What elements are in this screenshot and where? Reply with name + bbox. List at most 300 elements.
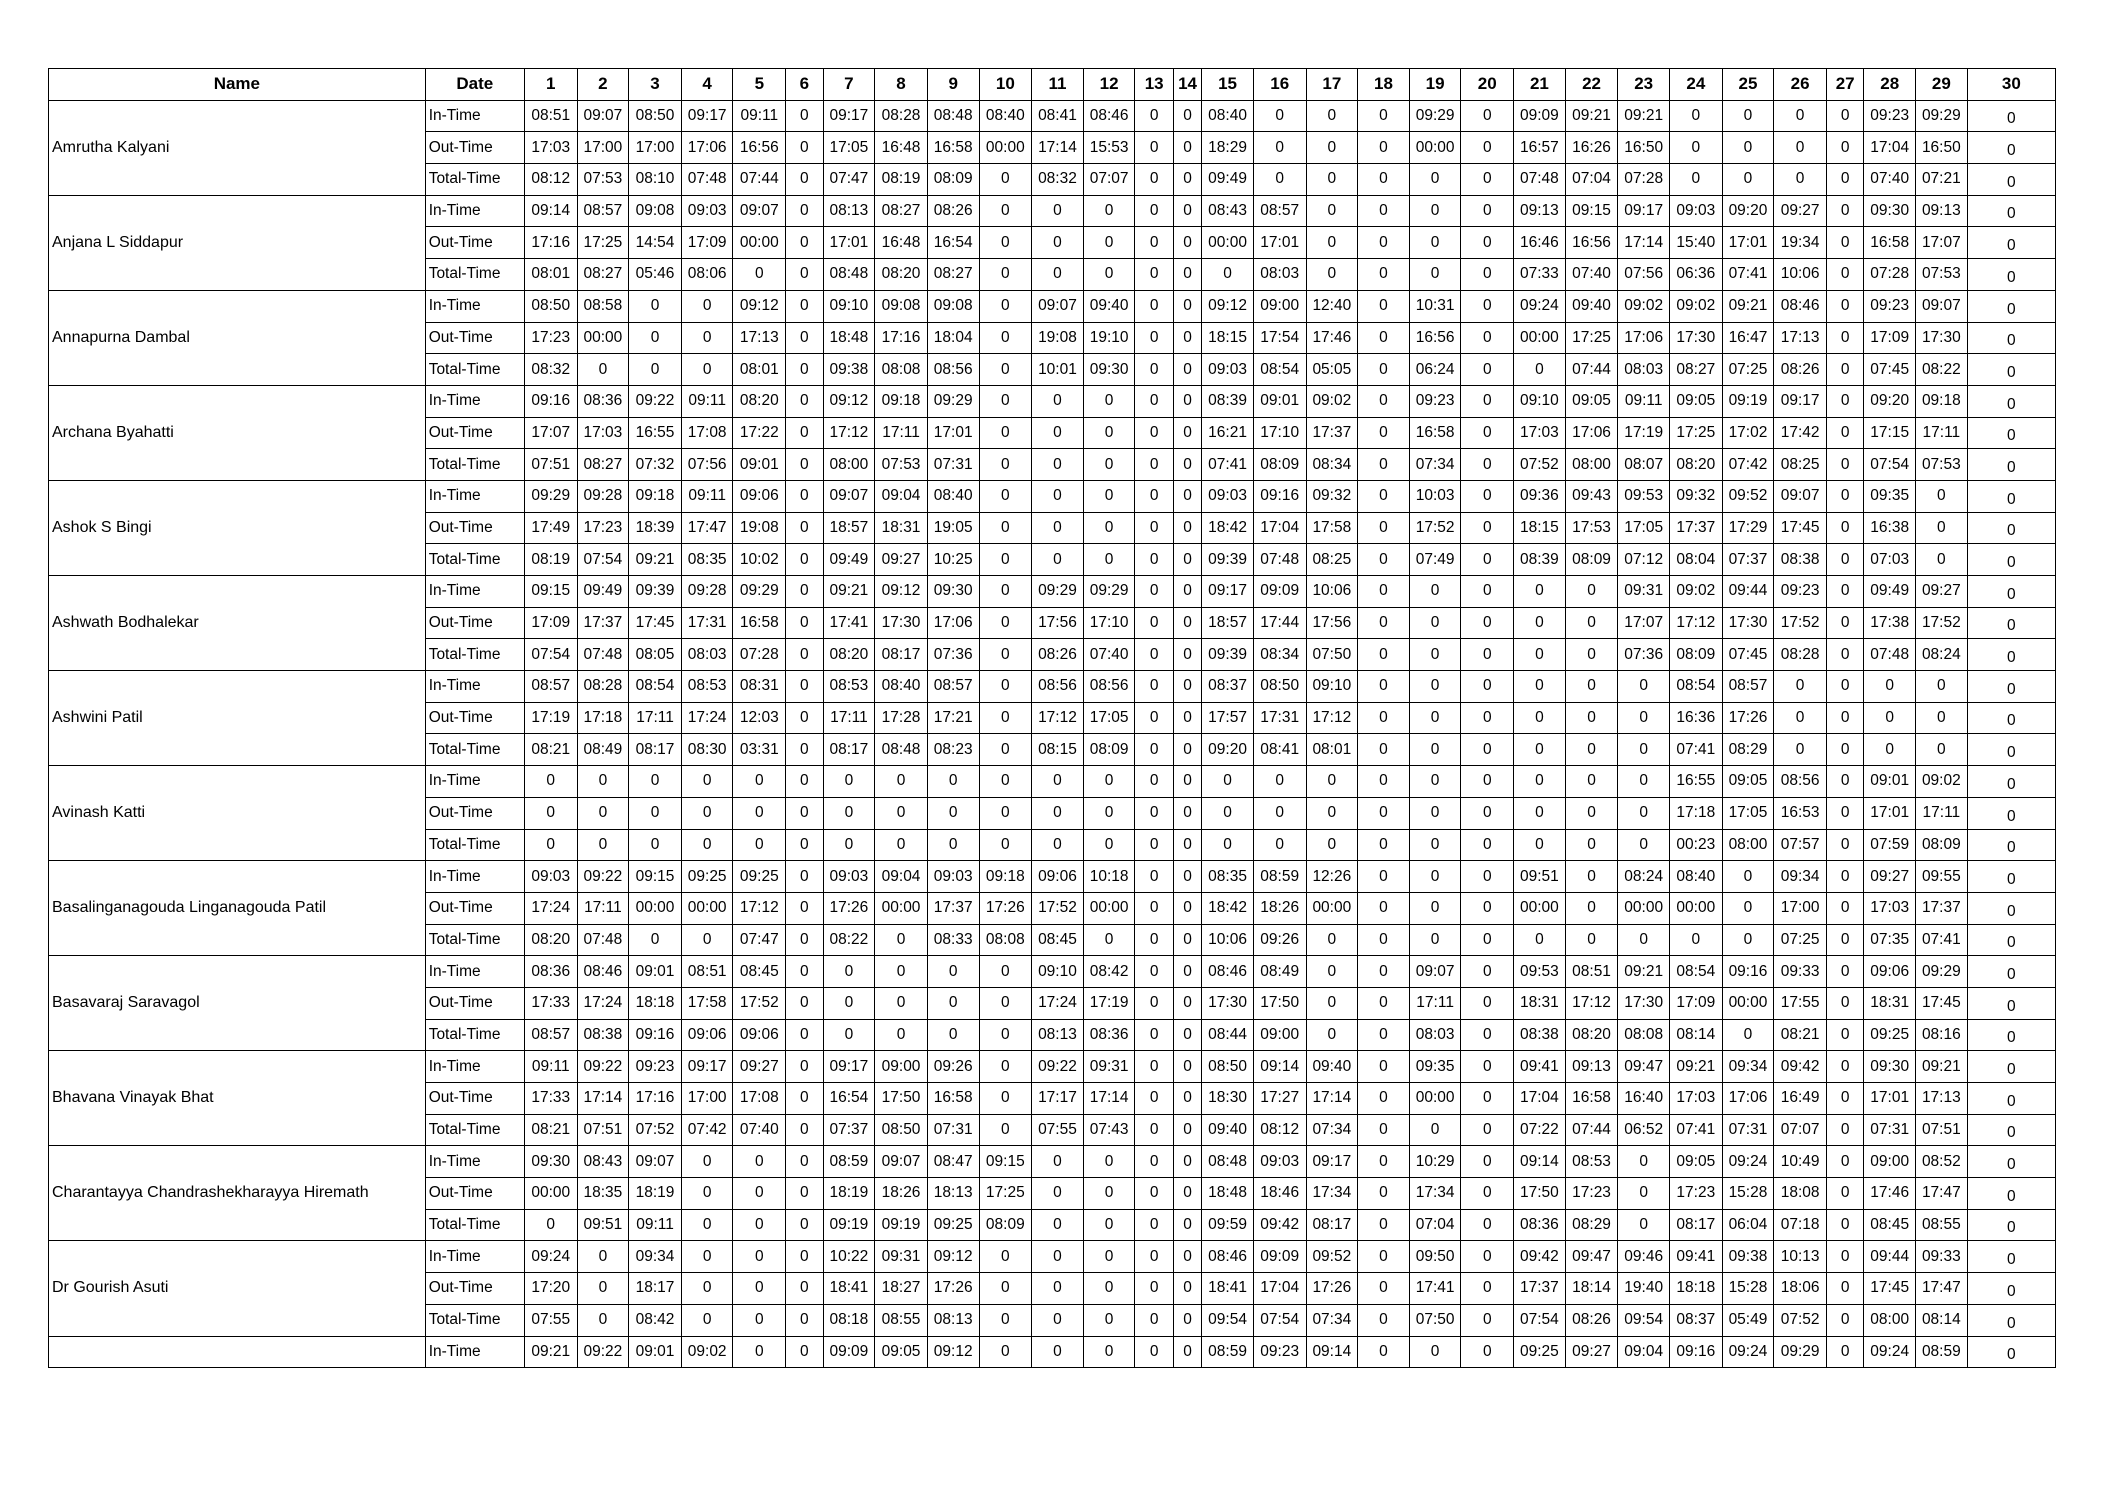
day-cell: 09:04 [875, 861, 928, 893]
day-cell: 09:10 [823, 290, 875, 322]
day-cell: 16:21 [1202, 417, 1254, 449]
day-cell: 17:09 [1864, 322, 1916, 354]
day-cell: 07:41 [1722, 259, 1774, 291]
day-cell: 0 [1358, 1273, 1410, 1305]
day-cell: 0 [1173, 195, 1201, 227]
day-cell: 0 [577, 1304, 629, 1336]
day-cell: 09:21 [524, 1336, 577, 1368]
day-cell: 0 [1083, 259, 1135, 291]
day-cell: 07:22 [1514, 1114, 1566, 1146]
header-day-1: 1 [524, 69, 577, 101]
day-cell: 0 [1826, 766, 1863, 798]
day-cell: 0 [1173, 892, 1201, 924]
day-cell: 0 [1967, 1273, 2055, 1305]
day-cell: 10:13 [1774, 1241, 1827, 1273]
day-cell: 0 [979, 1051, 1032, 1083]
day-cell: 0 [1083, 766, 1135, 798]
day-cell: 08:19 [524, 544, 577, 576]
day-cell: 07:31 [1864, 1114, 1916, 1146]
row-type-label: In-Time [425, 100, 524, 132]
day-cell: 08:59 [1202, 1336, 1254, 1368]
day-cell: 07:54 [524, 639, 577, 671]
day-cell: 08:03 [1253, 259, 1306, 291]
day-cell: 0 [1826, 956, 1863, 988]
day-cell: 0 [786, 1304, 823, 1336]
day-cell: 07:04 [1409, 1209, 1461, 1241]
row-type-label: In-Time [425, 385, 524, 417]
day-cell: 09:12 [875, 576, 928, 608]
day-cell: 17:53 [1565, 512, 1618, 544]
day-cell: 17:24 [1032, 987, 1084, 1019]
day-cell: 09:02 [1618, 290, 1670, 322]
day-cell: 09:27 [875, 544, 928, 576]
day-cell: 0 [1306, 924, 1358, 956]
header-day-21: 21 [1514, 69, 1566, 101]
header-day-23: 23 [1618, 69, 1670, 101]
day-cell: 0 [1826, 480, 1863, 512]
day-cell: 08:09 [1916, 829, 1968, 861]
day-cell: 17:12 [1306, 702, 1358, 734]
day-cell: 0 [1461, 544, 1514, 576]
day-cell: 0 [979, 449, 1032, 481]
day-cell: 17:26 [979, 892, 1032, 924]
day-cell: 0 [1173, 1241, 1201, 1273]
day-cell: 07:28 [1864, 259, 1916, 291]
day-cell: 10:06 [1306, 576, 1358, 608]
day-cell: 0 [1461, 354, 1514, 386]
day-cell: 08:58 [577, 290, 629, 322]
day-cell: 0 [1670, 100, 1723, 132]
day-cell: 0 [1967, 480, 2055, 512]
day-cell: 08:46 [1083, 100, 1135, 132]
day-cell: 17:03 [1864, 892, 1916, 924]
day-cell: 07:33 [1514, 259, 1566, 291]
day-cell: 07:54 [577, 544, 629, 576]
day-cell: 0 [1173, 1209, 1201, 1241]
day-cell: 0 [979, 1241, 1032, 1273]
day-cell: 0 [577, 1273, 629, 1305]
day-cell: 09:17 [681, 1051, 733, 1083]
day-cell: 08:56 [927, 354, 979, 386]
day-cell: 08:46 [1774, 290, 1827, 322]
day-cell: 0 [1173, 639, 1201, 671]
day-cell: 0 [1774, 702, 1827, 734]
day-cell: 0 [786, 956, 823, 988]
day-cell: 0 [1967, 449, 2055, 481]
day-cell: 09:42 [1253, 1209, 1306, 1241]
day-cell: 0 [927, 829, 979, 861]
day-cell: 0 [1173, 987, 1201, 1019]
day-cell: 09:46 [1618, 1241, 1670, 1273]
day-cell: 17:12 [1670, 607, 1723, 639]
day-cell: 18:30 [1202, 1083, 1254, 1115]
day-cell: 0 [1565, 639, 1618, 671]
day-cell: 0 [1173, 544, 1201, 576]
day-cell: 08:56 [1083, 671, 1135, 703]
day-cell: 0 [1826, 734, 1863, 766]
day-cell: 07:51 [1916, 1114, 1968, 1146]
day-cell: 0 [786, 1146, 823, 1178]
day-cell: 08:32 [1032, 164, 1084, 196]
day-cell: 09:40 [1306, 1051, 1358, 1083]
day-cell: 16:58 [1409, 417, 1461, 449]
day-cell: 0 [1722, 100, 1774, 132]
day-cell: 17:05 [823, 132, 875, 164]
day-cell: 09:35 [1409, 1051, 1461, 1083]
day-cell: 0 [786, 544, 823, 576]
day-cell: 0 [1461, 480, 1514, 512]
table-row [49, 766, 2056, 798]
employee-name: Bhavana Vinayak Bhat [49, 1051, 426, 1146]
day-cell: 15:28 [1722, 1273, 1774, 1305]
day-cell: 09:34 [1774, 861, 1827, 893]
day-cell: 19:10 [1083, 322, 1135, 354]
day-cell: 09:21 [629, 544, 682, 576]
row-type-label: Out-Time [425, 987, 524, 1019]
header-day-5: 5 [733, 69, 786, 101]
day-cell: 08:00 [1565, 449, 1618, 481]
attendance-sheet [48, 68, 2056, 1478]
employee-name: Ashwini Patil [49, 671, 426, 766]
day-cell: 0 [1461, 734, 1514, 766]
day-cell: 17:03 [524, 132, 577, 164]
day-cell: 16:26 [1565, 132, 1618, 164]
day-cell: 08:59 [823, 1146, 875, 1178]
day-cell: 0 [1358, 227, 1410, 259]
day-cell: 17:28 [875, 702, 928, 734]
day-cell: 00:00 [1409, 132, 1461, 164]
day-cell: 0 [1722, 861, 1774, 893]
day-cell: 0 [1826, 1304, 1863, 1336]
day-cell: 17:52 [733, 987, 786, 1019]
day-cell: 09:00 [1253, 290, 1306, 322]
day-cell: 09:16 [629, 1019, 682, 1051]
day-cell: 0 [1173, 861, 1201, 893]
day-cell: 0 [1173, 766, 1201, 798]
day-cell: 16:50 [1618, 132, 1670, 164]
day-cell: 0 [1306, 195, 1358, 227]
day-cell: 10:03 [1409, 480, 1461, 512]
day-cell: 0 [1461, 1336, 1514, 1368]
day-cell: 09:49 [577, 576, 629, 608]
day-cell: 17:31 [681, 607, 733, 639]
day-cell: 17:50 [875, 1083, 928, 1115]
day-cell: 09:22 [577, 1051, 629, 1083]
day-cell: 09:03 [524, 861, 577, 893]
day-cell: 0 [1967, 1114, 2055, 1146]
day-cell: 0 [577, 1241, 629, 1273]
day-cell: 07:53 [875, 449, 928, 481]
day-cell: 0 [1083, 1241, 1135, 1273]
day-cell: 17:01 [1722, 227, 1774, 259]
day-cell: 0 [1514, 797, 1566, 829]
day-cell: 16:47 [1722, 322, 1774, 354]
day-cell: 0 [1967, 512, 2055, 544]
header-day-7: 7 [823, 69, 875, 101]
day-cell: 0 [1173, 100, 1201, 132]
day-cell: 0 [1253, 164, 1306, 196]
day-cell: 15:28 [1722, 1178, 1774, 1210]
day-cell: 0 [1826, 924, 1863, 956]
day-cell: 18:31 [1514, 987, 1566, 1019]
day-cell: 17:45 [1774, 512, 1827, 544]
day-cell: 0 [1916, 702, 1968, 734]
day-cell: 08:00 [1722, 829, 1774, 861]
day-cell: 0 [1967, 797, 2055, 829]
day-cell: 0 [1358, 480, 1410, 512]
day-cell: 08:03 [1409, 1019, 1461, 1051]
day-cell: 09:02 [1306, 385, 1358, 417]
day-cell: 08:22 [1916, 354, 1968, 386]
header-day-2: 2 [577, 69, 629, 101]
row-type-label: In-Time [425, 1051, 524, 1083]
day-cell: 08:38 [1774, 544, 1827, 576]
day-cell: 0 [979, 227, 1032, 259]
day-cell: 17:09 [1670, 987, 1723, 1019]
day-cell: 0 [1358, 892, 1410, 924]
day-cell: 0 [1864, 671, 1916, 703]
day-cell: 09:22 [577, 861, 629, 893]
day-cell: 0 [681, 766, 733, 798]
day-cell: 17:12 [1565, 987, 1618, 1019]
day-cell: 17:24 [681, 702, 733, 734]
day-cell: 09:19 [875, 1209, 928, 1241]
day-cell: 08:09 [1083, 734, 1135, 766]
day-cell: 08:43 [577, 1146, 629, 1178]
table-row [49, 290, 2056, 322]
day-cell: 0 [1461, 829, 1514, 861]
day-cell: 09:19 [1722, 385, 1774, 417]
day-cell: 08:51 [524, 100, 577, 132]
day-cell: 0 [1173, 227, 1201, 259]
day-cell: 09:20 [1202, 734, 1254, 766]
day-cell: 09:16 [1253, 480, 1306, 512]
day-cell: 09:44 [1864, 1241, 1916, 1273]
day-cell: 0 [1967, 924, 2055, 956]
day-cell: 18:15 [1202, 322, 1254, 354]
day-cell: 0 [979, 956, 1032, 988]
day-cell: 09:01 [1253, 385, 1306, 417]
day-cell: 0 [1135, 1273, 1173, 1305]
day-cell: 17:47 [681, 512, 733, 544]
day-cell: 09:33 [1774, 956, 1827, 988]
day-cell: 09:06 [1032, 861, 1084, 893]
day-cell: 16:56 [1565, 227, 1618, 259]
day-cell: 08:46 [1202, 956, 1254, 988]
day-cell: 18:26 [1253, 892, 1306, 924]
day-cell: 0 [1826, 417, 1863, 449]
day-cell: 0 [1461, 259, 1514, 291]
day-cell: 08:38 [577, 1019, 629, 1051]
day-cell: 00:00 [1670, 892, 1723, 924]
day-cell: 0 [1135, 1241, 1173, 1273]
day-cell: 0 [786, 164, 823, 196]
day-cell: 08:21 [524, 734, 577, 766]
day-cell: 0 [1461, 290, 1514, 322]
day-cell: 0 [979, 671, 1032, 703]
day-cell: 0 [1083, 1273, 1135, 1305]
day-cell: 06:04 [1722, 1209, 1774, 1241]
header-name: Name [49, 69, 426, 101]
day-cell: 17:30 [875, 607, 928, 639]
day-cell: 10:06 [1202, 924, 1254, 956]
day-cell: 03:31 [733, 734, 786, 766]
day-cell: 0 [979, 734, 1032, 766]
row-type-label: Total-Time [425, 354, 524, 386]
day-cell: 07:42 [681, 1114, 733, 1146]
day-cell: 00:00 [1306, 892, 1358, 924]
day-cell: 17:30 [1722, 607, 1774, 639]
day-cell: 0 [979, 987, 1032, 1019]
day-cell: 07:45 [1864, 354, 1916, 386]
day-cell: 09:06 [733, 480, 786, 512]
day-cell: 07:04 [1565, 164, 1618, 196]
day-cell: 17:29 [1722, 512, 1774, 544]
day-cell: 0 [1032, 1241, 1084, 1273]
day-cell: 08:15 [1032, 734, 1084, 766]
day-cell: 17:23 [1565, 1178, 1618, 1210]
day-cell: 16:58 [1864, 227, 1916, 259]
day-cell: 09:26 [1253, 924, 1306, 956]
day-cell: 17:14 [1032, 132, 1084, 164]
day-cell: 08:56 [1032, 671, 1084, 703]
day-cell: 09:11 [629, 1209, 682, 1241]
day-cell: 09:04 [875, 480, 928, 512]
day-cell: 0 [786, 766, 823, 798]
day-cell: 0 [1173, 829, 1201, 861]
day-cell: 0 [1461, 1019, 1514, 1051]
day-cell: 18:04 [927, 322, 979, 354]
day-cell: 16:58 [733, 607, 786, 639]
day-cell: 09:21 [1618, 956, 1670, 988]
day-cell: 09:23 [1864, 100, 1916, 132]
day-cell: 0 [1173, 132, 1201, 164]
day-cell: 0 [1826, 322, 1863, 354]
day-cell: 0 [1032, 449, 1084, 481]
day-cell: 0 [1967, 829, 2055, 861]
day-cell: 08:48 [823, 259, 875, 291]
employee-name: Annapurna Dambal [49, 290, 426, 385]
day-cell: 0 [786, 1178, 823, 1210]
day-cell: 0 [1135, 576, 1173, 608]
day-cell: 08:51 [1565, 956, 1618, 988]
day-cell: 07:55 [1032, 1114, 1084, 1146]
day-cell: 0 [1358, 956, 1410, 988]
day-cell: 17:11 [1409, 987, 1461, 1019]
day-cell: 18:57 [823, 512, 875, 544]
day-cell: 0 [1358, 702, 1410, 734]
day-cell: 10:18 [1083, 861, 1135, 893]
day-cell: 0 [1135, 671, 1173, 703]
day-cell: 0 [875, 766, 928, 798]
day-cell: 0 [786, 132, 823, 164]
day-cell: 0 [577, 766, 629, 798]
header-day-13: 13 [1135, 69, 1173, 101]
day-cell: 0 [629, 322, 682, 354]
day-cell: 08:34 [1306, 449, 1358, 481]
day-cell: 08:57 [577, 195, 629, 227]
day-cell: 17:37 [1306, 417, 1358, 449]
day-cell: 0 [1358, 385, 1410, 417]
day-cell: 08:05 [629, 639, 682, 671]
day-cell: 09:22 [629, 385, 682, 417]
day-cell: 17:14 [1618, 227, 1670, 259]
day-cell: 09:49 [1202, 164, 1254, 196]
day-cell: 08:17 [629, 734, 682, 766]
day-cell: 0 [1135, 100, 1173, 132]
day-cell: 0 [1358, 1019, 1410, 1051]
day-cell: 17:12 [733, 892, 786, 924]
day-cell: 17:34 [1306, 1178, 1358, 1210]
day-cell: 0 [1032, 417, 1084, 449]
day-cell: 0 [979, 290, 1032, 322]
day-cell: 08:42 [629, 1304, 682, 1336]
day-cell: 0 [1135, 956, 1173, 988]
day-cell: 08:55 [875, 1304, 928, 1336]
day-cell: 0 [875, 987, 928, 1019]
day-cell: 0 [1670, 132, 1723, 164]
day-cell: 00:00 [1514, 892, 1566, 924]
day-cell: 09:12 [1202, 290, 1254, 322]
day-cell: 0 [1358, 924, 1410, 956]
day-cell: 09:49 [1864, 576, 1916, 608]
day-cell: 17:11 [1916, 797, 1968, 829]
header-day-29: 29 [1916, 69, 1968, 101]
day-cell: 08:40 [1202, 100, 1254, 132]
day-cell: 0 [1409, 164, 1461, 196]
day-cell: 17:38 [1864, 607, 1916, 639]
day-cell: 0 [1565, 671, 1618, 703]
day-cell: 0 [1967, 1083, 2055, 1115]
day-cell: 09:11 [733, 100, 786, 132]
day-cell: 09:10 [1514, 385, 1566, 417]
day-cell: 07:50 [1409, 1304, 1461, 1336]
day-cell: 08:27 [1670, 354, 1723, 386]
day-cell: 17:02 [1722, 417, 1774, 449]
day-cell: 17:09 [524, 607, 577, 639]
day-cell: 08:26 [1774, 354, 1827, 386]
day-cell: 17:10 [1083, 607, 1135, 639]
day-cell: 08:54 [629, 671, 682, 703]
day-cell: 17:20 [524, 1273, 577, 1305]
day-cell: 0 [1306, 829, 1358, 861]
day-cell: 17:45 [629, 607, 682, 639]
day-cell: 17:41 [1409, 1273, 1461, 1305]
day-cell: 07:31 [927, 1114, 979, 1146]
day-cell: 09:50 [1409, 1241, 1461, 1273]
day-cell: 17:01 [927, 417, 979, 449]
day-cell: 06:36 [1670, 259, 1723, 291]
day-cell: 0 [733, 1178, 786, 1210]
day-cell: 09:54 [1618, 1304, 1670, 1336]
day-cell: 08:20 [823, 639, 875, 671]
day-cell: 0 [1514, 671, 1566, 703]
day-cell: 0 [1083, 1209, 1135, 1241]
day-cell: 07:48 [577, 924, 629, 956]
row-type-label: In-Time [425, 861, 524, 893]
day-cell: 18:27 [875, 1273, 928, 1305]
day-cell: 09:17 [823, 1051, 875, 1083]
day-cell: 09:24 [1722, 1336, 1774, 1368]
day-cell: 08:40 [1670, 861, 1723, 893]
day-cell: 09:54 [1202, 1304, 1254, 1336]
day-cell: 0 [786, 417, 823, 449]
day-cell: 16:49 [1774, 1083, 1827, 1115]
day-cell: 07:37 [823, 1114, 875, 1146]
day-cell: 09:10 [1306, 671, 1358, 703]
day-cell: 08:26 [1565, 1304, 1618, 1336]
day-cell: 0 [629, 290, 682, 322]
